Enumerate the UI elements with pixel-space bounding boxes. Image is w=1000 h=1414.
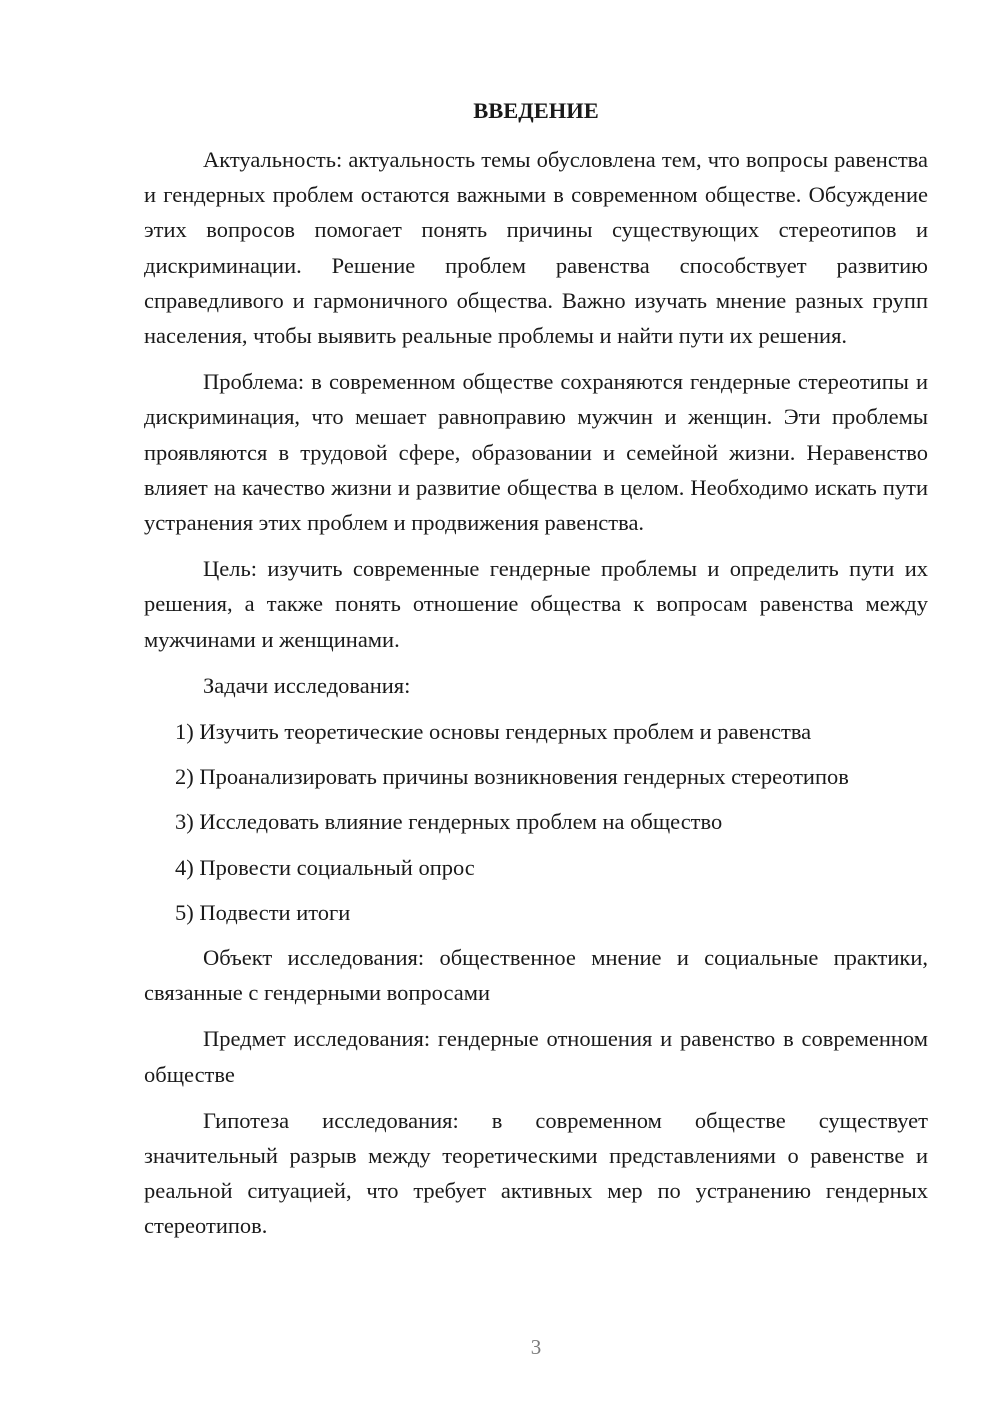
page-number: 3 [530, 1335, 542, 1359]
subject-paragraph: Предмет исследования: гендерные отношения и равенство в современном обществе [144, 1026, 928, 1087]
relevance-paragraph: Актуальность: актуальность темы обусловлена тем, что вопросы равенства и гендерных проблем остаются важными в современном обществе. Обсуждение этих вопросов помогает понять причины существующих стереотипов и дискриминации. Решение проблем равенства способствует развитию справедливого и гармоничного общества. Важно изучать мнение разных групп населения, чтобы выявить реальные проблемы и найти пути их решения. [144, 147, 928, 349]
problem-paragraph: Проблема: в современном обществе сохраняются гендерные стереотипы и дискриминация, что мешает равноправию мужчин и женщин. Эти проблемы проявляются в трудовой сфере, образовании и семейной жизни. Неравенство влияет на качество жизни и развитие общества в целом. Необходимо искать пути устранения этих проблем и продвижения равенства. [144, 369, 928, 536]
section-title: ВВЕДЕНИЕ [473, 98, 599, 123]
document-body [144, 142, 928, 1255]
list-item: 5) Подвести итоги [175, 899, 351, 925]
hypothesis-paragraph: Гипотеза исследования: в современном обществе существует значительный разрыв между теоретическими представлениями о равенстве и реальной ситуацией, что требует активных мер по устранению гендерных стереотипов. [144, 1107, 928, 1239]
object-paragraph: Объект исследования: общественное мнение и социальные практики, связанные с гендерными вопросами [144, 945, 928, 1006]
list-item: 3) Исследовать влияние гендерных проблем на общество [175, 809, 723, 835]
tasks-list [144, 714, 928, 930]
tasks-heading: Задачи исследования: [203, 672, 411, 698]
list-item: 2) Проанализировать причины возникновения гендерных стереотипов [175, 764, 849, 790]
list-item: 4) Провести социальный опрос [175, 854, 475, 880]
list-item: 1) Изучить теоретические основы гендерных проблем и равенства [175, 719, 812, 745]
goal-paragraph: Цель: изучить современные гендерные проблемы и определить пути их решения, а также понять отношение общества к вопросам равенства между мужчинами и женщинами. [144, 556, 928, 652]
